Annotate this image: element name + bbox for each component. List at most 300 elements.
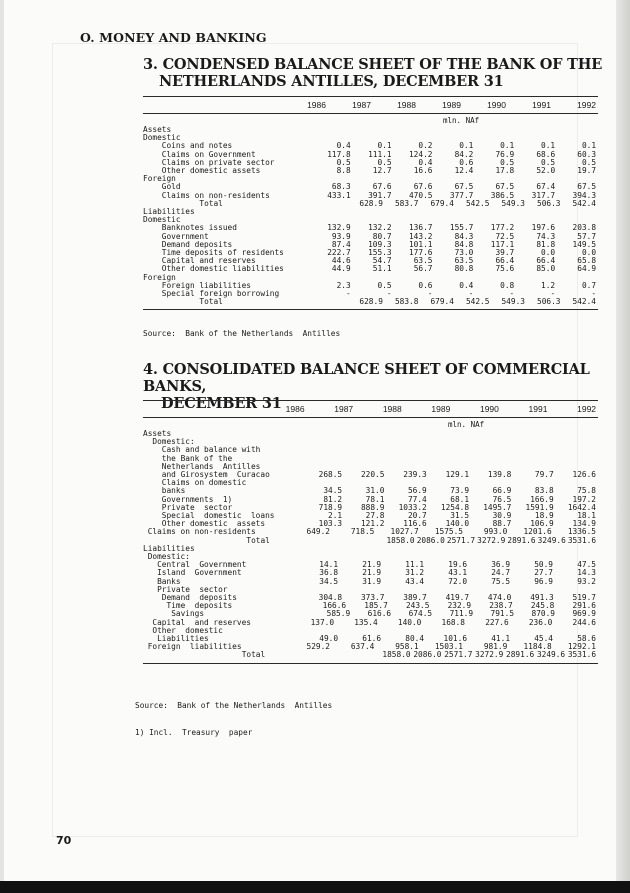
cell-value: 87.4	[331, 239, 351, 249]
cell-value: 506.3	[537, 297, 561, 307]
cell-value: 2571.7	[444, 650, 473, 660]
cell-value: 34.5	[323, 486, 343, 496]
cell-value: 628.9	[359, 198, 383, 208]
page-number: 70	[56, 834, 72, 847]
cell-value: 36.8	[319, 568, 339, 578]
table-row	[143, 175, 598, 183]
row-label: and Girosystem Curacao	[161, 470, 270, 480]
cell-value	[302, 446, 344, 454]
cell-value	[511, 208, 555, 216]
table-row	[143, 224, 598, 232]
row-label: Coins and notes	[161, 141, 233, 151]
cell-value: 51.1	[372, 264, 392, 274]
cell-value: 3249.6	[536, 650, 566, 660]
row-label: Governments 1)	[161, 494, 233, 504]
cell-value: 386.5	[490, 190, 515, 200]
row-label: Liabilities	[143, 543, 195, 553]
cell-value: 470.5	[408, 190, 433, 200]
cell-value	[337, 208, 381, 216]
cell-value: 149.5	[572, 239, 597, 249]
cell-value: 718.5	[350, 527, 375, 537]
cell-value: 1033.2	[398, 502, 427, 512]
table4-bottom-rule	[143, 663, 598, 664]
cell-value: 0.8	[500, 280, 515, 290]
cell-value: 0.5	[500, 157, 515, 167]
table-row	[143, 200, 598, 208]
cell-value: 14.3	[577, 568, 596, 578]
row-label: Domestic:	[147, 552, 190, 562]
cell-value: 67.4	[536, 182, 556, 192]
cell-value	[380, 208, 424, 216]
cell-value	[293, 126, 337, 134]
cell-value: 43.4	[405, 576, 425, 586]
cell-value: 0.4	[459, 280, 474, 290]
cell-value: 57.7	[577, 231, 597, 241]
cell-value	[554, 438, 598, 446]
cell-value: 0.4	[418, 157, 433, 167]
cell-value: 2.3	[336, 280, 351, 290]
cell-value: 166.9	[530, 494, 554, 504]
cell-value: 474.0	[487, 593, 512, 603]
table4-body	[143, 430, 598, 660]
year-header: 1987	[352, 100, 371, 110]
cell-value: 134.9	[572, 519, 596, 529]
cell-value: 117.8	[327, 149, 351, 159]
row-label: Foreign	[143, 272, 176, 282]
cell-value	[429, 455, 471, 463]
cell-value: 1858.0	[386, 535, 415, 545]
cell-value: -	[468, 289, 474, 299]
cell-value: 238.7	[489, 601, 513, 611]
cell-value: 3272.9	[477, 535, 506, 545]
cell-value: 1575.5	[434, 527, 463, 537]
cell-value: 239.3	[403, 470, 427, 480]
cell-value: 542.5	[465, 297, 490, 307]
cell-value	[511, 438, 555, 446]
cell-value: 679.4	[430, 297, 454, 307]
cell-value: 583.7	[394, 198, 419, 208]
cell-value: 243.5	[405, 601, 430, 611]
cell-value: 1254.8	[440, 502, 470, 512]
cell-value: 236.0	[528, 617, 553, 627]
cell-value: -	[591, 289, 597, 299]
cell-value: 47.5	[577, 560, 596, 570]
row-label: Special foreign borrowing	[161, 289, 280, 299]
cell-value: 981.9	[483, 642, 508, 652]
cell-value	[293, 274, 337, 282]
table3-title-line2: NETHERLANDS ANTILLES, DECEMBER 31	[159, 73, 504, 90]
cell-value: 72.5	[495, 231, 515, 241]
cell-value: 0.0	[581, 248, 597, 258]
cell-value: 67.5	[495, 182, 515, 192]
cell-value: 1027.7	[390, 527, 419, 537]
row-label: Gold	[161, 182, 181, 192]
cell-value: 103.3	[318, 519, 343, 529]
cell-value: 394.3	[572, 190, 597, 200]
cell-value	[556, 446, 598, 454]
cell-value: 116.6	[403, 519, 427, 529]
table-row	[143, 298, 598, 306]
row-label: Claims on non-residents	[161, 190, 270, 200]
cell-value: 491.3	[530, 593, 554, 603]
cell-value	[373, 430, 418, 438]
cell-value: 11.1	[405, 560, 425, 570]
cell-value: 34.5	[319, 576, 339, 586]
cell-value	[513, 446, 555, 454]
cell-value	[429, 446, 471, 454]
cell-value: 0.4	[336, 141, 351, 151]
cell-value: 43.1	[448, 568, 468, 578]
cell-value	[424, 126, 468, 134]
cell-value: 84.3	[454, 231, 474, 241]
table4-footnote: 1) Incl. Treasury paper	[135, 728, 253, 737]
year-header: 1990	[487, 100, 506, 110]
cell-value	[424, 208, 468, 216]
cell-value: 66.9	[492, 486, 512, 496]
cell-value: 197.6	[531, 223, 556, 233]
cell-value: 542.4	[572, 198, 596, 208]
row-label: Claims on private sector	[161, 157, 275, 167]
cell-value	[344, 446, 386, 454]
cell-value	[293, 175, 337, 183]
cell-value: 109.3	[368, 239, 392, 249]
cell-value: 31.5	[450, 511, 470, 521]
cell-value: 75.6	[495, 264, 515, 274]
cell-value	[463, 545, 508, 553]
cell-value: 27.8	[365, 511, 385, 521]
cell-value: 61.6	[362, 634, 382, 644]
cell-value: 68.6	[536, 149, 556, 159]
cell-value: 18.9	[534, 511, 554, 521]
cell-value: 0.7	[581, 280, 597, 290]
cell-value: 0.1	[459, 141, 474, 151]
cell-value: 888.9	[360, 502, 385, 512]
cell-value: 958.1	[395, 642, 419, 652]
cell-value	[293, 208, 337, 216]
cell-value: 80.7	[372, 231, 392, 241]
year-header: 1991	[532, 100, 551, 110]
cell-value: 81.8	[536, 239, 556, 249]
cell-value: 177.2	[490, 223, 515, 233]
cell-value: 101.6	[443, 634, 468, 644]
cell-value: 0.5	[377, 280, 392, 290]
cell-value: 83.8	[534, 486, 554, 496]
cell-value: 0.1	[581, 141, 597, 151]
cell-value: 129.1	[445, 470, 470, 480]
table3	[143, 96, 598, 310]
table3-title	[143, 56, 602, 90]
cell-value: 1336.5	[567, 527, 596, 537]
row-label: Claims on non-residents	[147, 527, 256, 537]
cell-value: 44.6	[331, 256, 351, 266]
cell-value: 0.1	[541, 141, 556, 151]
cell-value	[386, 455, 428, 463]
cell-value: 1292.1	[567, 642, 596, 652]
cell-value: 3531.6	[567, 650, 597, 660]
year-header: 1992	[577, 404, 597, 414]
row-label: Demand deposits	[161, 239, 233, 249]
cell-value: 649.2	[306, 527, 331, 537]
row-label: Private sector	[161, 502, 233, 512]
cell-value: 96.9	[534, 576, 553, 586]
cell-value: 2.1	[328, 511, 343, 521]
cell-value: 75.8	[577, 486, 596, 496]
cell-value: 80.8	[454, 264, 474, 274]
table4-header-row	[143, 401, 598, 417]
cell-value: 66.4	[536, 256, 556, 266]
row-label: Netherlands Antilles	[161, 461, 261, 471]
row-label: Cash and balance with	[161, 445, 261, 455]
cell-value: 93.2	[577, 576, 596, 586]
cell-value: 66.4	[495, 256, 515, 266]
cell-value: 44.9	[331, 264, 351, 274]
cell-value: 88.7	[492, 519, 512, 529]
cell-value: 0.0	[541, 248, 556, 258]
cell-value: 36.9	[491, 560, 511, 570]
cell-value: 58.6	[577, 634, 596, 644]
cell-value: 1.2	[541, 280, 556, 290]
cell-value: 616.6	[367, 609, 392, 619]
cell-value: 31.0	[365, 486, 385, 496]
table4-title-line1: 4. CONSOLIDATED BALANCE SHEET OF COMMERCIAL BANKS,	[143, 361, 590, 395]
row-label: Demand deposits	[161, 593, 237, 603]
cell-value: -	[386, 289, 392, 299]
cell-value	[471, 446, 513, 454]
year-header: 1991	[528, 404, 548, 414]
cell-value	[418, 430, 463, 438]
row-label: Other domestic	[152, 625, 223, 635]
cell-value	[344, 455, 386, 463]
cell-value: 227.6	[485, 617, 509, 627]
cell-value	[380, 438, 424, 446]
row-label: Domestic:	[152, 437, 195, 447]
cell-value: 74.3	[536, 231, 556, 241]
cell-value: 67.5	[577, 182, 597, 192]
cell-value: 111.1	[368, 149, 392, 159]
cell-value: 63.5	[413, 256, 433, 266]
cell-value: 637.4	[350, 642, 375, 652]
cell-value: 628.9	[359, 297, 383, 307]
table-row	[143, 430, 598, 438]
cell-value: 49.0	[319, 634, 339, 644]
row-label: Government	[161, 231, 209, 241]
cell-value: 64.9	[577, 264, 597, 274]
cell-value: 20.7	[407, 511, 427, 521]
cell-value: 3249.6	[537, 535, 566, 545]
year-header: 1988	[382, 404, 402, 414]
scan-bottom-edge	[0, 881, 630, 893]
cell-value: 17.8	[495, 166, 515, 176]
cell-value: 56.9	[407, 486, 427, 496]
table4-title-line2: DECEMBER 31	[161, 395, 282, 412]
cell-value: 0.1	[377, 141, 392, 151]
cell-value: 67.6	[413, 182, 433, 192]
cell-value: 542.5	[465, 198, 490, 208]
cell-value: 18.1	[577, 511, 596, 521]
cell-value	[467, 208, 511, 216]
cell-value	[302, 455, 344, 463]
cell-value: 136.7	[408, 223, 433, 233]
cell-value	[554, 208, 598, 216]
row-label: Foreign	[143, 174, 176, 184]
row-label: Total	[199, 297, 223, 307]
cell-value: 12.4	[454, 166, 474, 176]
cell-value: 377.7	[449, 190, 474, 200]
cell-value: 0.5	[377, 157, 392, 167]
cell-value	[336, 438, 380, 446]
row-label: Domestic	[143, 133, 181, 143]
cell-value: 549.3	[501, 198, 525, 208]
cell-value: 711.9	[449, 609, 474, 619]
cell-value: 583.8	[394, 297, 419, 307]
cell-value: 993.0	[483, 527, 508, 537]
cell-value: 373.7	[360, 593, 385, 603]
cell-value: 19.7	[577, 166, 597, 176]
cell-value: 529.2	[306, 642, 331, 652]
cell-value: 106.9	[530, 519, 554, 529]
cell-value: 155.7	[449, 223, 474, 233]
cell-value: 41.1	[491, 634, 511, 644]
table3-source: Source: Bank of the Netherlands Antilles	[143, 329, 341, 338]
table4-source	[135, 683, 332, 746]
row-label: Other domestic assets	[161, 166, 261, 176]
cell-value: 50.9	[534, 560, 553, 570]
cell-value: 718.9	[318, 502, 343, 512]
cell-value: 67.6	[372, 182, 392, 192]
cell-value: 78.1	[365, 494, 385, 504]
cell-value: 52.0	[536, 166, 556, 176]
cell-value	[418, 545, 463, 553]
row-label: Banks	[157, 576, 181, 586]
year-header: 1988	[397, 100, 416, 110]
row-label: Central Government	[157, 560, 247, 570]
cell-value	[328, 545, 373, 553]
table4-source-text: Source: Bank of the Netherlands Antilles	[135, 701, 333, 710]
cell-value: 68.3	[331, 182, 351, 192]
cell-value: 132.9	[327, 223, 351, 233]
cell-value: 80.4	[405, 634, 425, 644]
section-header: O. MONEY AND BANKING	[80, 30, 267, 45]
cell-value: 0.5	[581, 157, 597, 167]
cell-value: 291.6	[572, 601, 596, 611]
row-label: Special domestic loans	[161, 511, 275, 521]
row-label: Time deposits of residents	[161, 248, 284, 258]
cell-value: 542.4	[572, 297, 596, 307]
row-label: Liabilities	[157, 634, 209, 644]
table4-unit-row	[143, 418, 598, 430]
cell-value: 101.1	[408, 239, 433, 249]
cell-value: -	[550, 289, 556, 299]
row-label: Assets	[143, 429, 172, 438]
cell-value: 549.3	[501, 297, 525, 307]
cell-value	[471, 455, 513, 463]
cell-value: 27.7	[534, 568, 553, 578]
cell-value	[513, 455, 555, 463]
cell-value: 1642.4	[567, 502, 596, 512]
cell-value: 433.1	[327, 190, 351, 200]
year-header: 1987	[334, 404, 354, 414]
cell-value	[463, 430, 508, 438]
cell-value: 45.4	[534, 634, 553, 644]
cell-value: 0.6	[418, 280, 433, 290]
cell-value	[283, 545, 328, 553]
cell-value: 56.7	[413, 264, 433, 274]
cell-value: 68.1	[450, 494, 470, 504]
cell-value: 232.9	[447, 601, 472, 611]
cell-value: 519.7	[572, 593, 596, 603]
cell-value: 121.2	[360, 519, 385, 529]
table-row	[143, 545, 598, 553]
cell-value: 3272.9	[475, 650, 504, 660]
year-header: 1986	[307, 100, 326, 110]
cell-value: 791.5	[490, 609, 515, 619]
cell-value	[386, 446, 428, 454]
table3-unit-row	[143, 114, 598, 126]
row-label: Total	[246, 535, 270, 545]
cell-value: 185.7	[364, 601, 388, 611]
cell-value: 155.3	[368, 248, 392, 258]
row-label: Total	[241, 650, 266, 660]
unit-label: mln. NAf	[448, 420, 485, 429]
row-label: Capital and reserves	[152, 617, 251, 627]
cell-value: 140.0	[397, 617, 422, 627]
table-row	[143, 126, 598, 134]
cell-value: 419.7	[445, 593, 470, 603]
cell-value: 21.9	[362, 568, 382, 578]
year-header: 1989	[431, 404, 451, 414]
cell-value: 126.6	[572, 470, 596, 480]
cell-value	[423, 438, 467, 446]
cell-value: 969.9	[572, 609, 596, 619]
cell-value: 73.9	[450, 486, 470, 496]
cell-value: 0.6	[459, 157, 474, 167]
cell-value: 85.0	[536, 264, 556, 274]
cell-value	[292, 438, 336, 446]
cell-value: 197.2	[572, 494, 596, 504]
cell-value	[467, 438, 511, 446]
row-label: Savings	[171, 609, 205, 619]
year-header: 1990	[479, 404, 499, 414]
row-label: Claims on Government	[161, 149, 256, 159]
cell-value: 870.9	[531, 609, 555, 619]
row-label: the Bank of the	[161, 453, 233, 463]
cell-value: 0.2	[418, 141, 433, 151]
cell-value: 67.5	[454, 182, 474, 192]
row-label: Liabilities	[143, 207, 195, 217]
table3-bottom-rule	[143, 309, 598, 310]
cell-value	[467, 126, 511, 134]
cell-value: 12.7	[372, 166, 392, 176]
cell-value: 143.2	[408, 231, 433, 241]
row-label: Total	[199, 198, 223, 208]
cell-value: 24.7	[491, 568, 511, 578]
row-label: Capital and reserves	[161, 256, 256, 266]
cell-value: 1503.1	[434, 642, 463, 652]
row-label: Foreign liabilities	[147, 642, 242, 652]
page-edge-left	[0, 0, 4, 893]
cell-value: -	[427, 289, 433, 299]
cell-value: 1495.7	[483, 502, 512, 512]
cell-value: 124.2	[408, 149, 433, 159]
cell-value: 135.4	[354, 617, 378, 627]
cell-value: 0.5	[541, 157, 556, 167]
cell-value: 1184.8	[523, 642, 552, 652]
cell-value: 3531.6	[567, 535, 597, 545]
cell-value	[373, 545, 418, 553]
table3-title-line1: 3. CONDENSED BALANCE SHEET OF THE BANK OF THE	[143, 56, 603, 73]
cell-value: 72.0	[448, 576, 468, 586]
cell-value: 1591.9	[525, 502, 554, 512]
